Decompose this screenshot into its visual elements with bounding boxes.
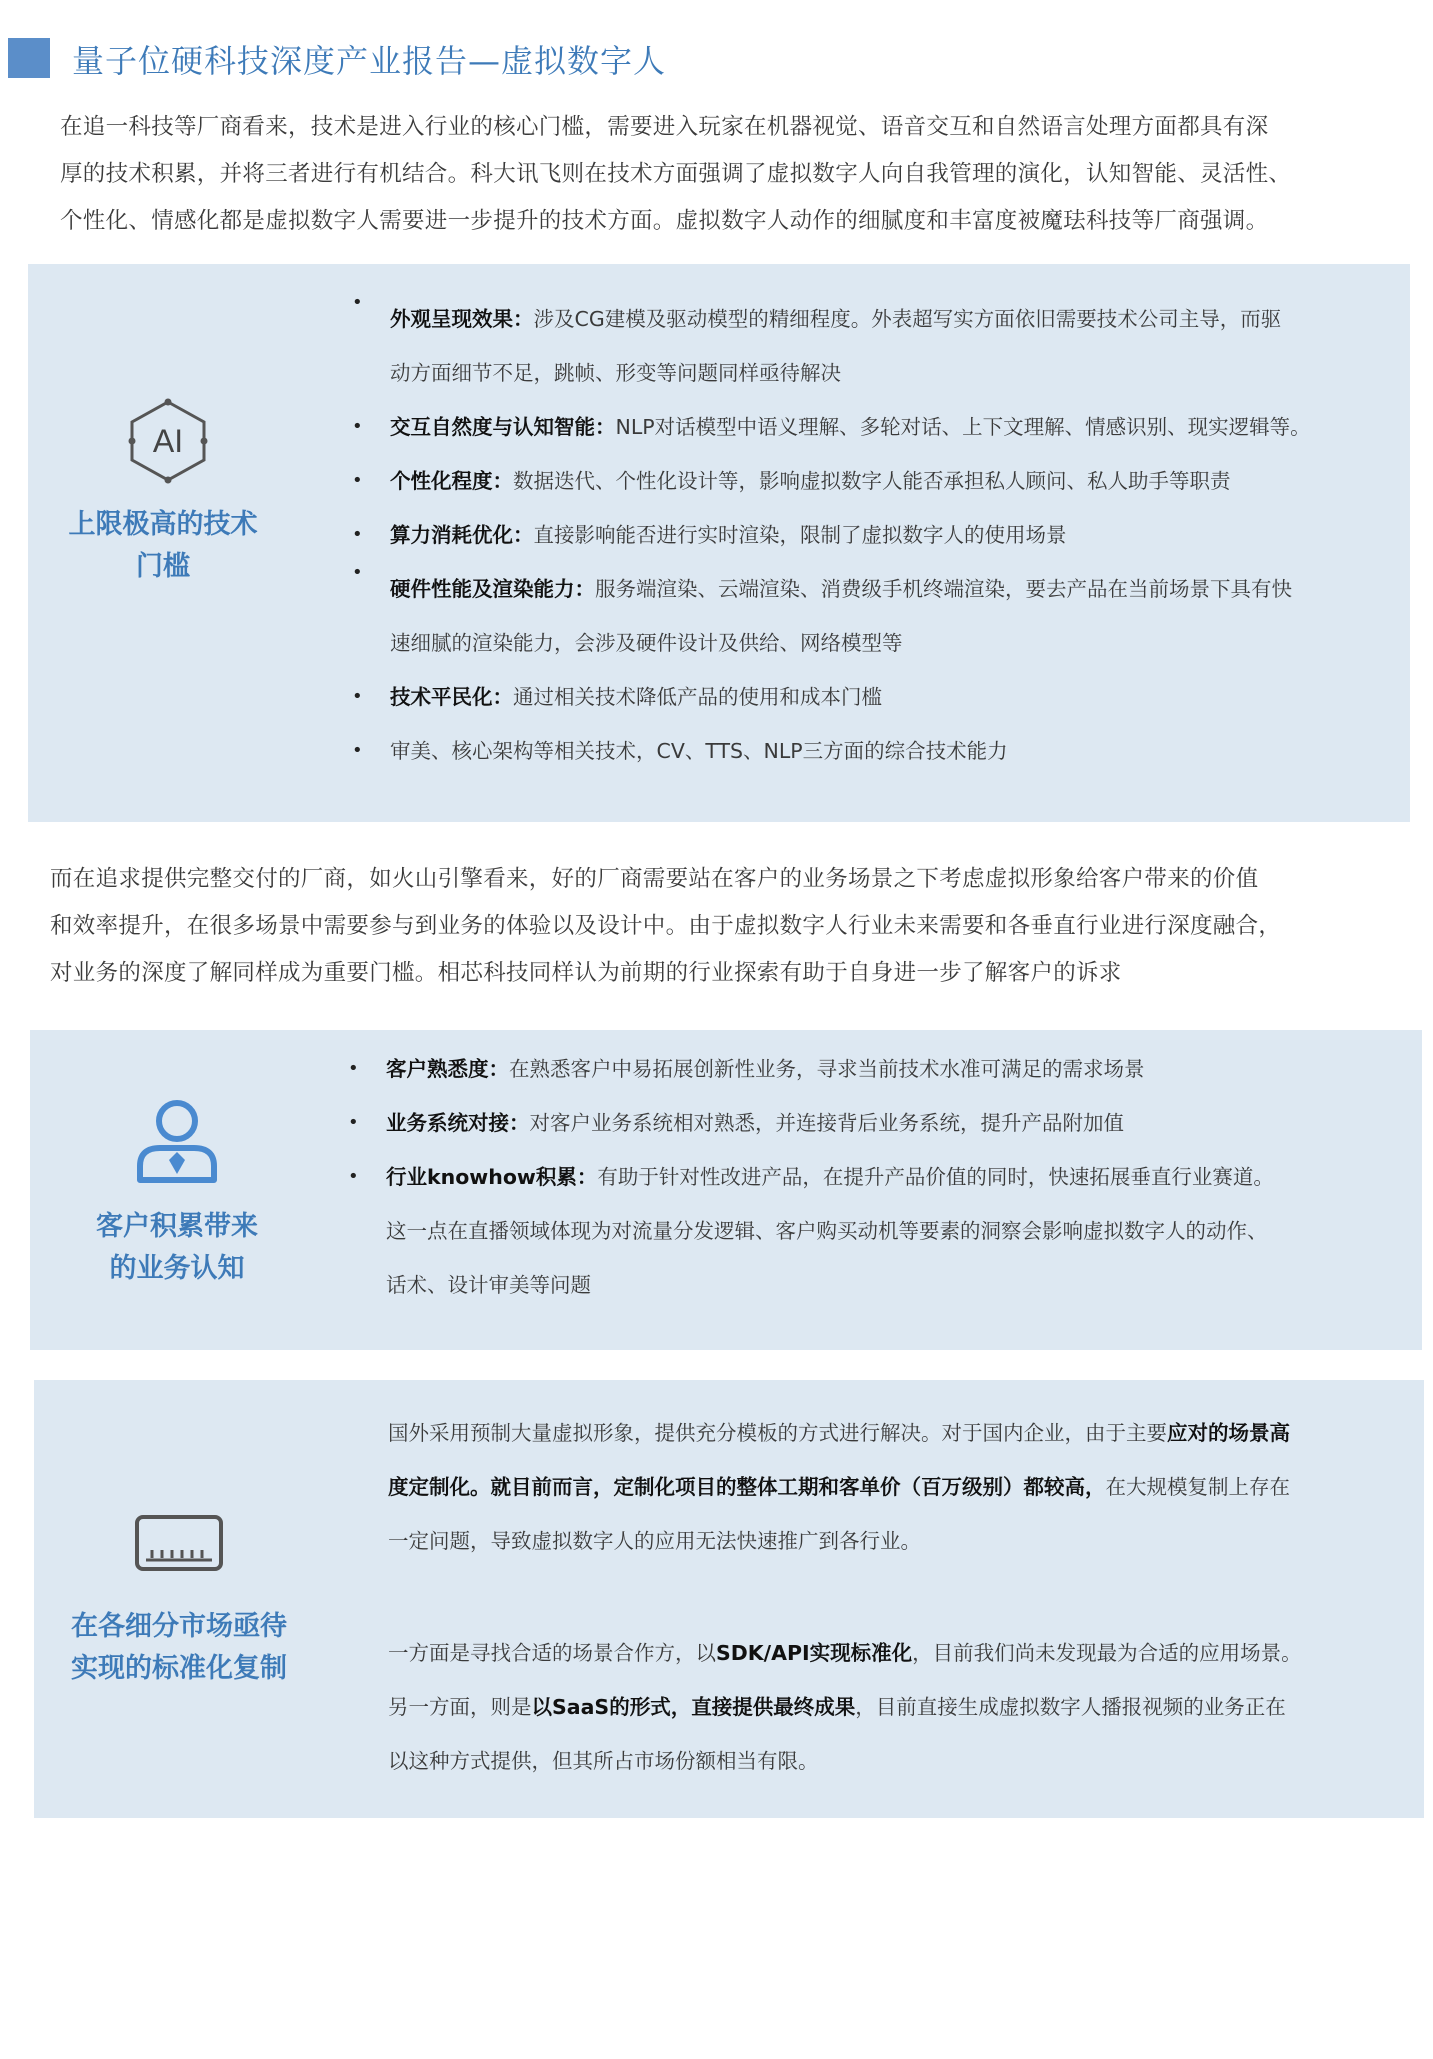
text-run: 以这种方式提供，但其所占市场份额相当有限。	[388, 1749, 819, 1773]
bullet-text: NLP对话模型中语义理解、多轮对话、上下文理解、情感识别、现实逻辑等。	[615, 415, 1311, 439]
text-run: 一方面是寻找合适的场景合作方，以	[388, 1641, 716, 1665]
text-run-bold: 度定制化。就目前而言，定制化项目的整体工期和客单价（百万级别）都较高，	[388, 1475, 1106, 1499]
standardization-para-1	[388, 1406, 1290, 1568]
bullet-label: 外观呈现效果：	[390, 307, 534, 331]
bullet-label: 算力消耗优化：	[390, 523, 534, 547]
text-run: 一定问题，导致虚拟数字人的应用无法快速推广到各行业。	[388, 1529, 921, 1553]
text-run: ，目前我们尚未发现最为合适的应用场景。	[912, 1641, 1302, 1665]
panel-title-line: 在各细分市场亟待	[71, 1611, 287, 1642]
bullet-label: 客户熟悉度：	[386, 1057, 509, 1081]
text-run-bold: 以SaaS的形式，直接提供最终成果	[531, 1695, 856, 1719]
text-run: 国外采用预制大量虚拟形象，提供充分模板的方式进行解决。对于国内企业，由于主要	[388, 1421, 1167, 1445]
customer-bullet-list	[348, 1042, 1274, 1312]
standardization-para-2	[388, 1626, 1302, 1788]
bullet-continuation: 这一点在直播领域体现为对流量分发逻辑、客户购买动机等要素的洞察会影响虚拟数字人的动作、	[386, 1219, 1268, 1243]
standardization-panel	[34, 1380, 1424, 1818]
intro-line: 在追一科技等厂商看来，技术是进入行业的核心门槛，需要进入玩家在机器视觉、语音交互和自然语言处理方面都具有深	[60, 114, 1269, 140]
ai-hexagon-icon	[126, 398, 210, 484]
panel-title	[82, 1206, 272, 1290]
bullet-text: 数据迭代、个性化设计等，影响虚拟数字人能否承担私人顾问、私人助手等职责	[513, 469, 1231, 493]
bullet-label: 业务系统对接：	[386, 1111, 530, 1135]
panel-title-line: 门槛	[136, 551, 190, 582]
bullet-item: • 硬件性能及渲染能力：服务端渲染、云端渲染、消费级手机终端渲染，要去产品在当前场景下具有快 速细腻的渲染能力，会涉及硬件设计及供给、网络模型等	[390, 562, 1311, 670]
middle-line: 而在追求提供完整交付的厂商，如火山引擎看来，好的厂商需要站在客户的业务场景之下考虑虚拟形象给客户带来的价值	[50, 866, 1259, 892]
intro-paragraph	[60, 104, 1420, 245]
text-run: ，目前直接生成虚拟数字人播报视频的业务正在	[855, 1695, 1286, 1719]
intro-line: 个性化、情感化都是虚拟数字人需要进一步提升的技术方面。虚拟数字人动作的细腻度和丰富度被魔珐科技等厂商强调。	[60, 208, 1269, 234]
bullet-continuation: 动方面细节不足，跳帧、形变等问题同样亟待解决	[390, 361, 841, 385]
bullet-text: 通过相关技术降低产品的使用和成本门槛	[513, 685, 882, 709]
text-run-bold: SDK/API实现标准化	[716, 1641, 913, 1665]
panel-title-line: 客户积累带来	[96, 1211, 258, 1242]
bullet-label: 硬件性能及渲染能力：	[390, 577, 595, 601]
bullet-text: 涉及CG建模及驱动模型的精细程度。外表超写实方面依旧需要技术公司主导，而驱	[533, 307, 1282, 331]
bullet-continuation: 速细腻的渲染能力，会涉及硬件设计及供给、网络模型等	[390, 631, 903, 655]
bullet-text: 在熟悉客户中易拓展创新性业务，寻求当前技术水准可满足的需求场景	[509, 1057, 1145, 1081]
ai-icon-text: AI	[152, 423, 184, 459]
bullet-item: • 业务系统对接：对客户业务系统相对熟悉，并连接背后业务系统，提升产品附加值	[348, 1111, 1124, 1135]
bullet-item: • 个性化程度：数据迭代、个性化设计等，影响虚拟数字人能否承担私人顾问、私人助手等职责	[352, 469, 1231, 493]
intro-line: 厚的技术积累，并将三者进行有机结合。科大讯飞则在技术方面强调了虚拟数字人向自我管理的演化，认知智能、灵活性、	[60, 161, 1292, 187]
tech-bullet-list	[352, 292, 1311, 778]
bullet-item: • 外观呈现效果：涉及CG建模及驱动模型的精细程度。外表超写实方面依旧需要技术公司主导，而驱 动方面细节不足，跳帧、形变等问题同样亟待解决	[390, 292, 1311, 400]
bullet-item: • 审美、核心架构等相关技术，CV、TTS、NLP三方面的综合技术能力	[352, 739, 1008, 763]
bullet-text: 审美、核心架构等相关技术，CV、TTS、NLP三方面的综合技术能力	[390, 739, 1008, 763]
bullet-item: • 技术平民化：通过相关技术降低产品的使用和成本门槛	[352, 685, 882, 709]
bullet-item: • 行业knowhow积累：有助于针对性改进产品，在提升产品价值的同时，快速拓展垂直行业赛道。 这一点在直播领域体现为对流量分发逻辑、客户购买动机等要素的洞察会影响虚拟数字人的动作、 话术、设计审美等问题	[386, 1150, 1274, 1312]
bullet-text: 直接影响能否进行实时渲染，限制了虚拟数字人的使用场景	[533, 523, 1067, 547]
bullet-item: • 客户熟悉度：在熟悉客户中易拓展创新性业务，寻求当前技术水准可满足的需求场景	[348, 1057, 1145, 1081]
panel-title-line: 上限极高的技术	[68, 509, 258, 540]
header-accent-square	[8, 38, 50, 78]
text-run: 在大规模复制上存在	[1105, 1475, 1290, 1499]
customer-knowledge-panel	[30, 1030, 1422, 1350]
page-title: 量子位硬科技深度产业报告—虚拟数字人	[72, 42, 667, 80]
panel-title	[58, 504, 268, 588]
bullet-text: 对客户业务系统相对熟悉，并连接背后业务系统，提升产品附加值	[529, 1111, 1124, 1135]
text-run: 另一方面，则是	[388, 1695, 532, 1719]
middle-line: 对业务的深度了解同样成为重要门槛。相芯科技同样认为前期的行业探索有助于自身进一步了解客户的诉求	[50, 960, 1122, 986]
bullet-label: 交互自然度与认知智能：	[390, 415, 616, 439]
text-run-bold: 应对的场景高	[1167, 1421, 1290, 1445]
bullet-item: • 交互自然度与认知智能：NLP对话模型中语义理解、多轮对话、上下文理解、情感识别、现实逻辑等。	[352, 415, 1311, 439]
panel-title-line: 实现的标准化复制	[71, 1653, 287, 1684]
middle-paragraph	[50, 856, 1420, 997]
panel-title	[54, 1606, 304, 1690]
bullet-label: 行业knowhow积累：	[386, 1165, 598, 1189]
bullet-item: • 算力消耗优化：直接影响能否进行实时渲染，限制了虚拟数字人的使用场景	[352, 523, 1067, 547]
ruler-icon	[134, 1514, 224, 1574]
panel-title-line: 的业务认知	[109, 1253, 245, 1284]
bullet-text: 服务端渲染、云端渲染、消费级手机终端渲染，要去产品在当前场景下具有快	[595, 577, 1292, 601]
bullet-text: 有助于针对性改进产品，在提升产品价值的同时，快速拓展垂直行业赛道。	[597, 1165, 1274, 1189]
bullet-label: 技术平民化：	[390, 685, 513, 709]
user-icon	[134, 1096, 220, 1184]
bullet-continuation: 话术、设计审美等问题	[386, 1273, 591, 1297]
tech-threshold-panel	[28, 264, 1410, 822]
bullet-label: 个性化程度：	[390, 469, 513, 493]
middle-line: 和效率提升，在很多场景中需要参与到业务的体验以及设计中。由于虚拟数字人行业未来需要和各垂直行业进行深度融合，	[50, 913, 1282, 939]
